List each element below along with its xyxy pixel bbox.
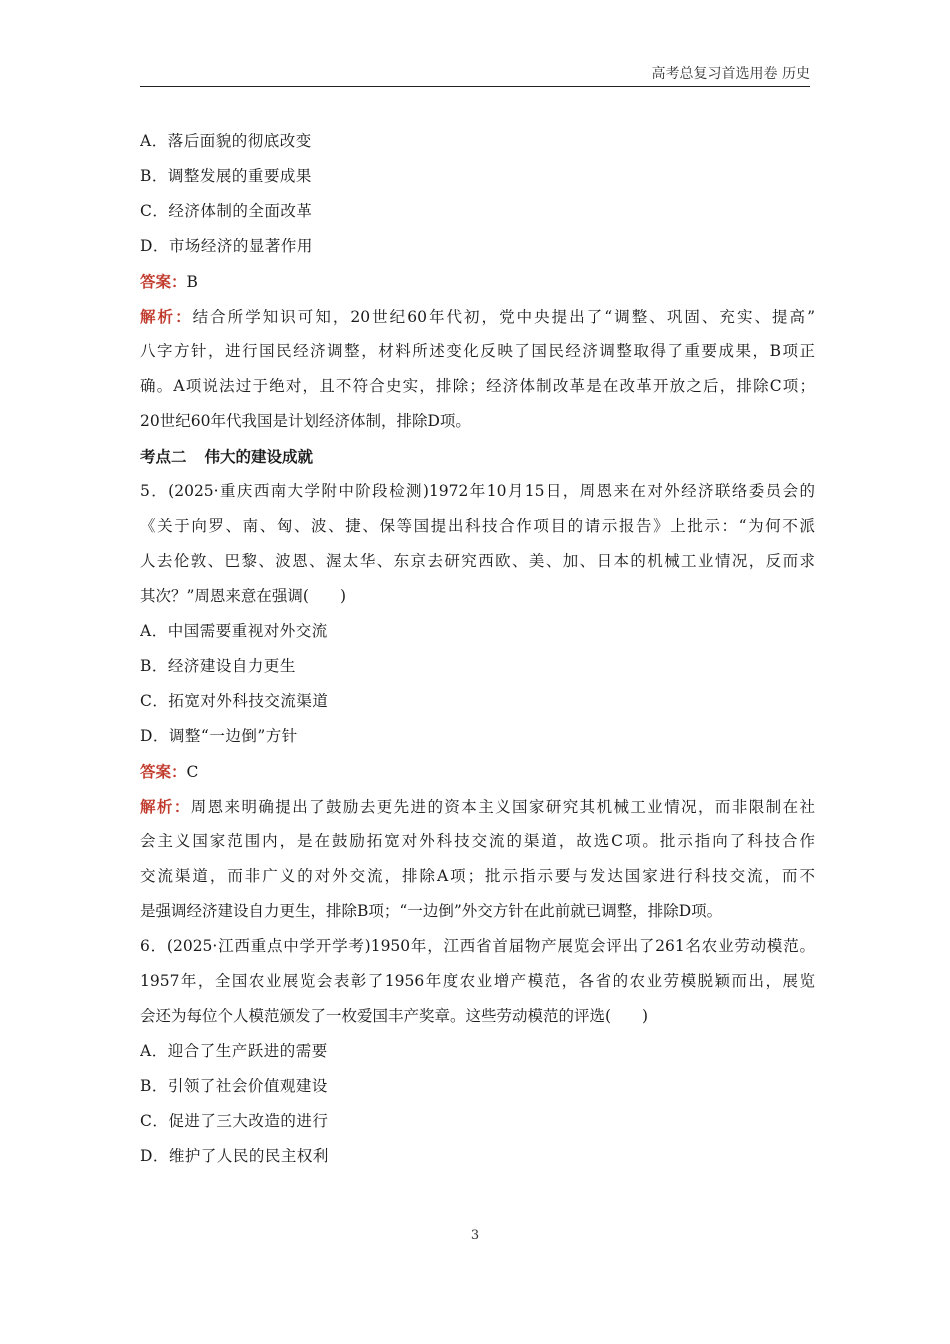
q4-option-b: B．调整发展的重要成果: [140, 167, 312, 185]
q4-option-c: C．经济体制的全面改革: [140, 202, 313, 220]
q6-stem-line-2: 1957年，全国农业展览会表彰了1956年度农业增产模范，各省的农业劳模脱颖而出，展览: [140, 972, 815, 990]
answer-value: C: [186, 763, 199, 781]
header-title: 高考总复习首选用卷 历史: [651, 66, 810, 82]
q5-stem-line-2: 《关于向罗、南、匈、波、捷、保等国提出科技合作项目的请示报告》上批示：“为何不派: [140, 517, 815, 535]
q5-stem-line-3: 人去伦敦、巴黎、波恩、渥太华、东京去研究西欧、美、加、日本的机械工业情况，反而求: [140, 552, 815, 570]
q4-analysis-line-1: [140, 299, 815, 334]
section-heading: [140, 439, 815, 474]
page-header: [140, 64, 810, 87]
q5-stem-line-4: 其次？”周恩来意在强调( ): [140, 587, 347, 605]
q4-option-a: A．落后面貌的彻底改变: [140, 132, 312, 150]
q4-answer: [140, 264, 815, 299]
analysis-label: 解析：: [140, 797, 191, 816]
q5-answer: [140, 754, 815, 789]
q5-analysis-line-4: 是强调经济建设自力更生，排除B项；“一边倒”外交方针在此前就已调整，排除D项。: [140, 902, 723, 920]
q6-stem-line-3: 会还为每位个人模范颁发了一枚爱国丰产奖章。这些劳动模范的评选( ): [140, 1007, 649, 1025]
q4-analysis-line-3: 确。A项说法过于绝对，且不符合史实，排除；经济体制改革是在改革开放之后，排除C项；: [140, 377, 815, 395]
page-number: 3: [470, 1228, 480, 1243]
q4-analysis-line-2: 八字方针，进行国民经济调整，材料所述变化反映了国民经济调整取得了重要成果，B项正: [140, 342, 815, 360]
q5-option-d: D．调整“一边倒”方针: [140, 727, 298, 745]
answer-label: 答案：: [140, 272, 187, 291]
analysis-text: 结合所学知识可知，20世纪60年代初，党中央提出了“调整、巩固、充实、提高”: [192, 308, 815, 326]
q5-option-c: C．拓宽对外科技交流渠道: [140, 692, 329, 710]
section-title: 伟大的建设成就: [204, 447, 314, 466]
q5-analysis-line-1: [140, 789, 815, 824]
answer-label: 答案：: [140, 762, 187, 781]
analysis-label: 解析：: [140, 307, 193, 326]
q5-analysis-line-3: 交流渠道，而非广义的对外交流，排除A项；批示指示要与发达国家进行科技交流，而不: [140, 867, 815, 885]
q6-option-a: A．迎合了生产跃进的需要: [140, 1042, 328, 1060]
q6-option-b: B．引领了社会价值观建设: [140, 1077, 328, 1095]
q6-stem-line-1: 6．(2025·江西重点中学开学考)1950年，江西省首届物产展览会评出了261名农业劳动模范。: [140, 937, 815, 955]
q5-option-a: A．中国需要重视对外交流: [140, 622, 328, 640]
q5-option-b: B．经济建设自力更生: [140, 657, 296, 675]
q4-analysis-line-4: 20世纪60年代我国是计划经济体制，排除D项。: [140, 412, 471, 430]
section-prefix: 考点二: [140, 447, 187, 466]
document-body: [140, 124, 815, 1174]
q4-option-d: D．市场经济的显著作用: [140, 237, 313, 255]
analysis-text: 周恩来明确提出了鼓励去更先进的资本主义国家研究其机械工业情况，而非限制在社: [190, 798, 815, 816]
q6-option-c: C．促进了三大改造的进行: [140, 1112, 329, 1130]
q5-analysis-line-2: 会主义国家范围内，是在鼓励拓宽对外科技交流的渠道，故选C项。批示指向了科技合作: [140, 832, 815, 850]
q6-option-d: D．维护了人民的民主权利: [140, 1147, 329, 1165]
answer-value: B: [186, 273, 198, 291]
q5-stem-line-1: 5．(2025·重庆西南大学附中阶段检测)1972年10月15日，周恩来在对外经济联络委员会的: [140, 482, 815, 500]
